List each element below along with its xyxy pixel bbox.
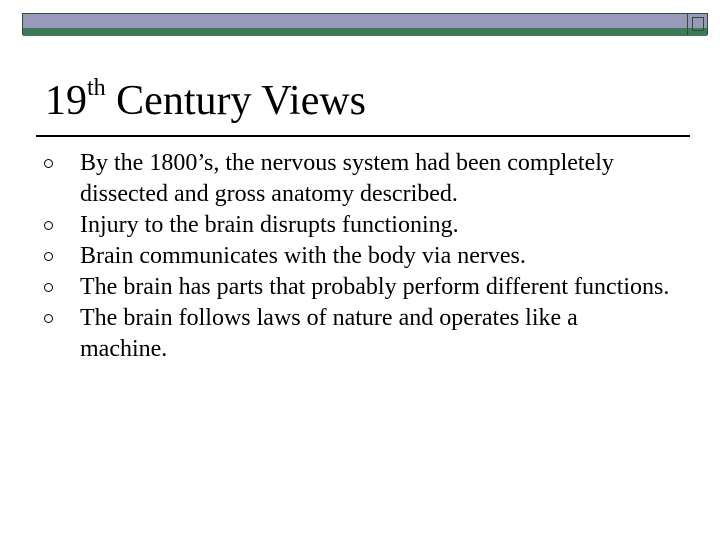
hollow-circle-bullet-icon (44, 159, 53, 168)
bullet-list (0, 148, 670, 365)
hollow-circle-bullet-icon (44, 314, 53, 323)
header-band-top (23, 14, 707, 28)
bullet-text: The brain has parts that probably perform different functions. (80, 274, 670, 300)
title-text: Century Views (105, 78, 367, 124)
decorative-header-bar (22, 13, 708, 35)
hollow-circle-bullet-icon (44, 221, 53, 230)
bullet-item (0, 148, 670, 210)
bullet-item (0, 241, 670, 272)
bullet-item (0, 272, 670, 303)
title-number: 19 (45, 78, 87, 124)
hollow-circle-bullet-icon (44, 252, 53, 261)
bullet-item (0, 303, 670, 365)
header-corner-box (687, 13, 709, 35)
bullet-item (0, 210, 670, 241)
title-underline (36, 135, 690, 137)
bullet-text: Injury to the brain disrupts functioning. (80, 212, 459, 238)
bullet-text: By the 1800’s, the nervous system had been completely dissected and gross anatomy described. (80, 150, 614, 207)
hollow-circle-bullet-icon (44, 283, 53, 292)
bullet-text: Brain communicates with the body via nerves. (80, 243, 526, 269)
bullet-text: The brain follows laws of nature and operates like a machine. (80, 305, 578, 362)
slide-title (45, 76, 366, 126)
title-superscript: th (87, 75, 106, 101)
header-band-bottom (23, 28, 707, 36)
